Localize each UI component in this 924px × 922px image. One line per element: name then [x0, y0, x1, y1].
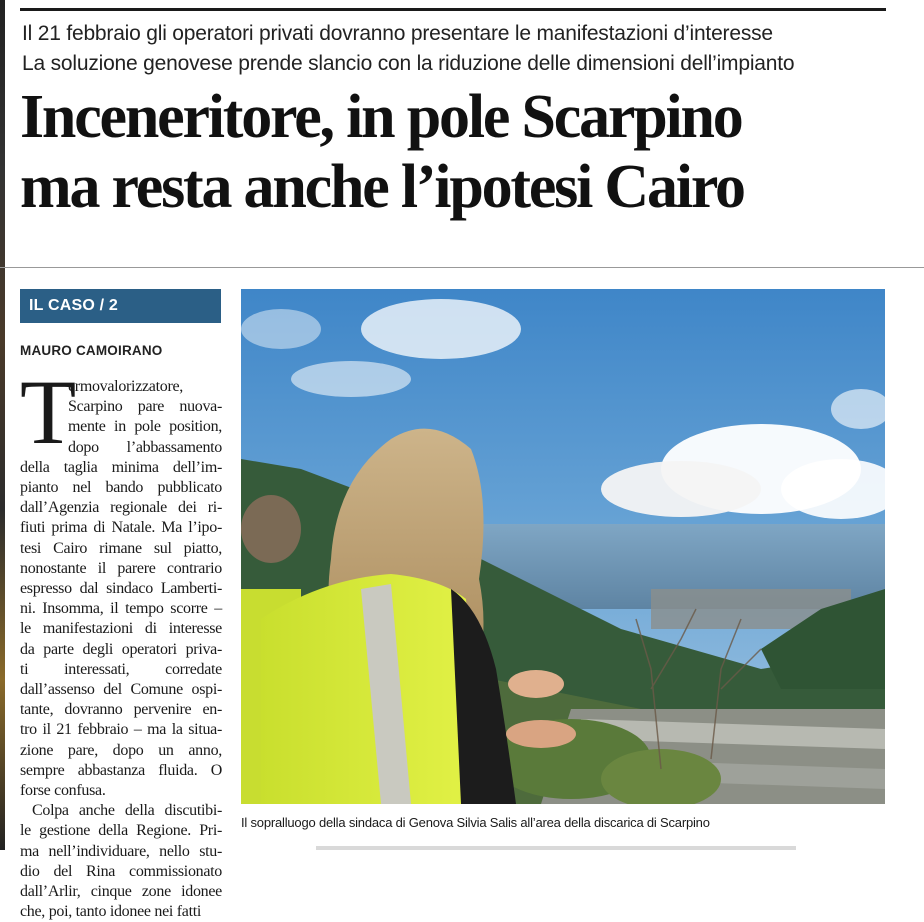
body-line: dall’Agenzia regionale dei ri- [20, 499, 222, 517]
body-line: forse confusa. [20, 782, 106, 799]
headline [20, 82, 900, 222]
divider [0, 267, 924, 268]
body-line: le gestione della Regione. Pri- [20, 822, 222, 840]
page-edge-strip [0, 0, 5, 850]
body-line: mente in pole position, [68, 418, 222, 436]
body-line: dall’Arlir, cinque zone idonee [20, 883, 222, 900]
body-line: nonostante il parere contrario [20, 559, 222, 577]
body-line: Colpa anche della discutibi- [32, 802, 222, 820]
body-line: tante, dovranno pervenire en- [20, 701, 222, 719]
body-line: le manifestazioni di interesse [20, 620, 222, 638]
body-line: tro il 21 febbraio – ma la situa- [20, 721, 222, 739]
body-line: pianto nel bando pubblicato [20, 479, 222, 496]
section-label: IL CASO / 2 [20, 289, 221, 323]
body-line: che, poi, tanto idonee nei fatti [20, 903, 202, 921]
body-line: dopo l’abbassamento [68, 438, 222, 456]
body-line: ti interessati, corredate [20, 660, 222, 678]
headline-line-1: Inceneritore, in pole Scarpino [20, 83, 742, 151]
body-line: dio del Rina commissionato [20, 862, 222, 880]
photo-caption: Il sopralluogo della sindaca di Genova Silvia Salis all’area della discarica di Scarpino [241, 815, 710, 830]
headline-line-2: ma resta anche l’ipotesi Cairo [20, 153, 744, 221]
top-rule [20, 8, 886, 11]
body-line: ma nell’individuare, nello stu- [20, 842, 222, 860]
drop-cap: T [20, 361, 77, 463]
body-line: ermovalorizzatore, [68, 378, 183, 395]
body-line: dall’assenso del Comune ospi- [20, 681, 222, 698]
article-photo [241, 289, 885, 804]
body-line: della taglia minima dell’im- [20, 458, 222, 476]
body-line: tesi Cairo rimane sul piatto, [20, 539, 222, 557]
body-line: Scarpino pare nuova- [68, 398, 222, 416]
body-line: ni. Insomma, il tempo scorre – [20, 600, 222, 618]
body-line: da parte degli operatori priva- [20, 640, 222, 658]
body-line: sempre abbastanza fluida. O [20, 761, 222, 779]
bottom-edge-strip [316, 846, 796, 850]
body-line: zione pare, dopo un anno, [20, 741, 222, 759]
body-line: espresso dal sindaco Lamberti- [20, 580, 222, 597]
body-line: fiuti prima di Natale. Ma l’ipo- [20, 519, 222, 537]
subheadline-1: Il 21 febbraio gli operatori privati dovranno presentare le manifestazioni d’interesse [22, 22, 773, 45]
subheadline-2: La soluzione genovese prende slancio con la riduzione delle dimensioni dell’impianto [22, 52, 795, 75]
author-byline: MAURO CAMOIRANO [20, 343, 163, 358]
